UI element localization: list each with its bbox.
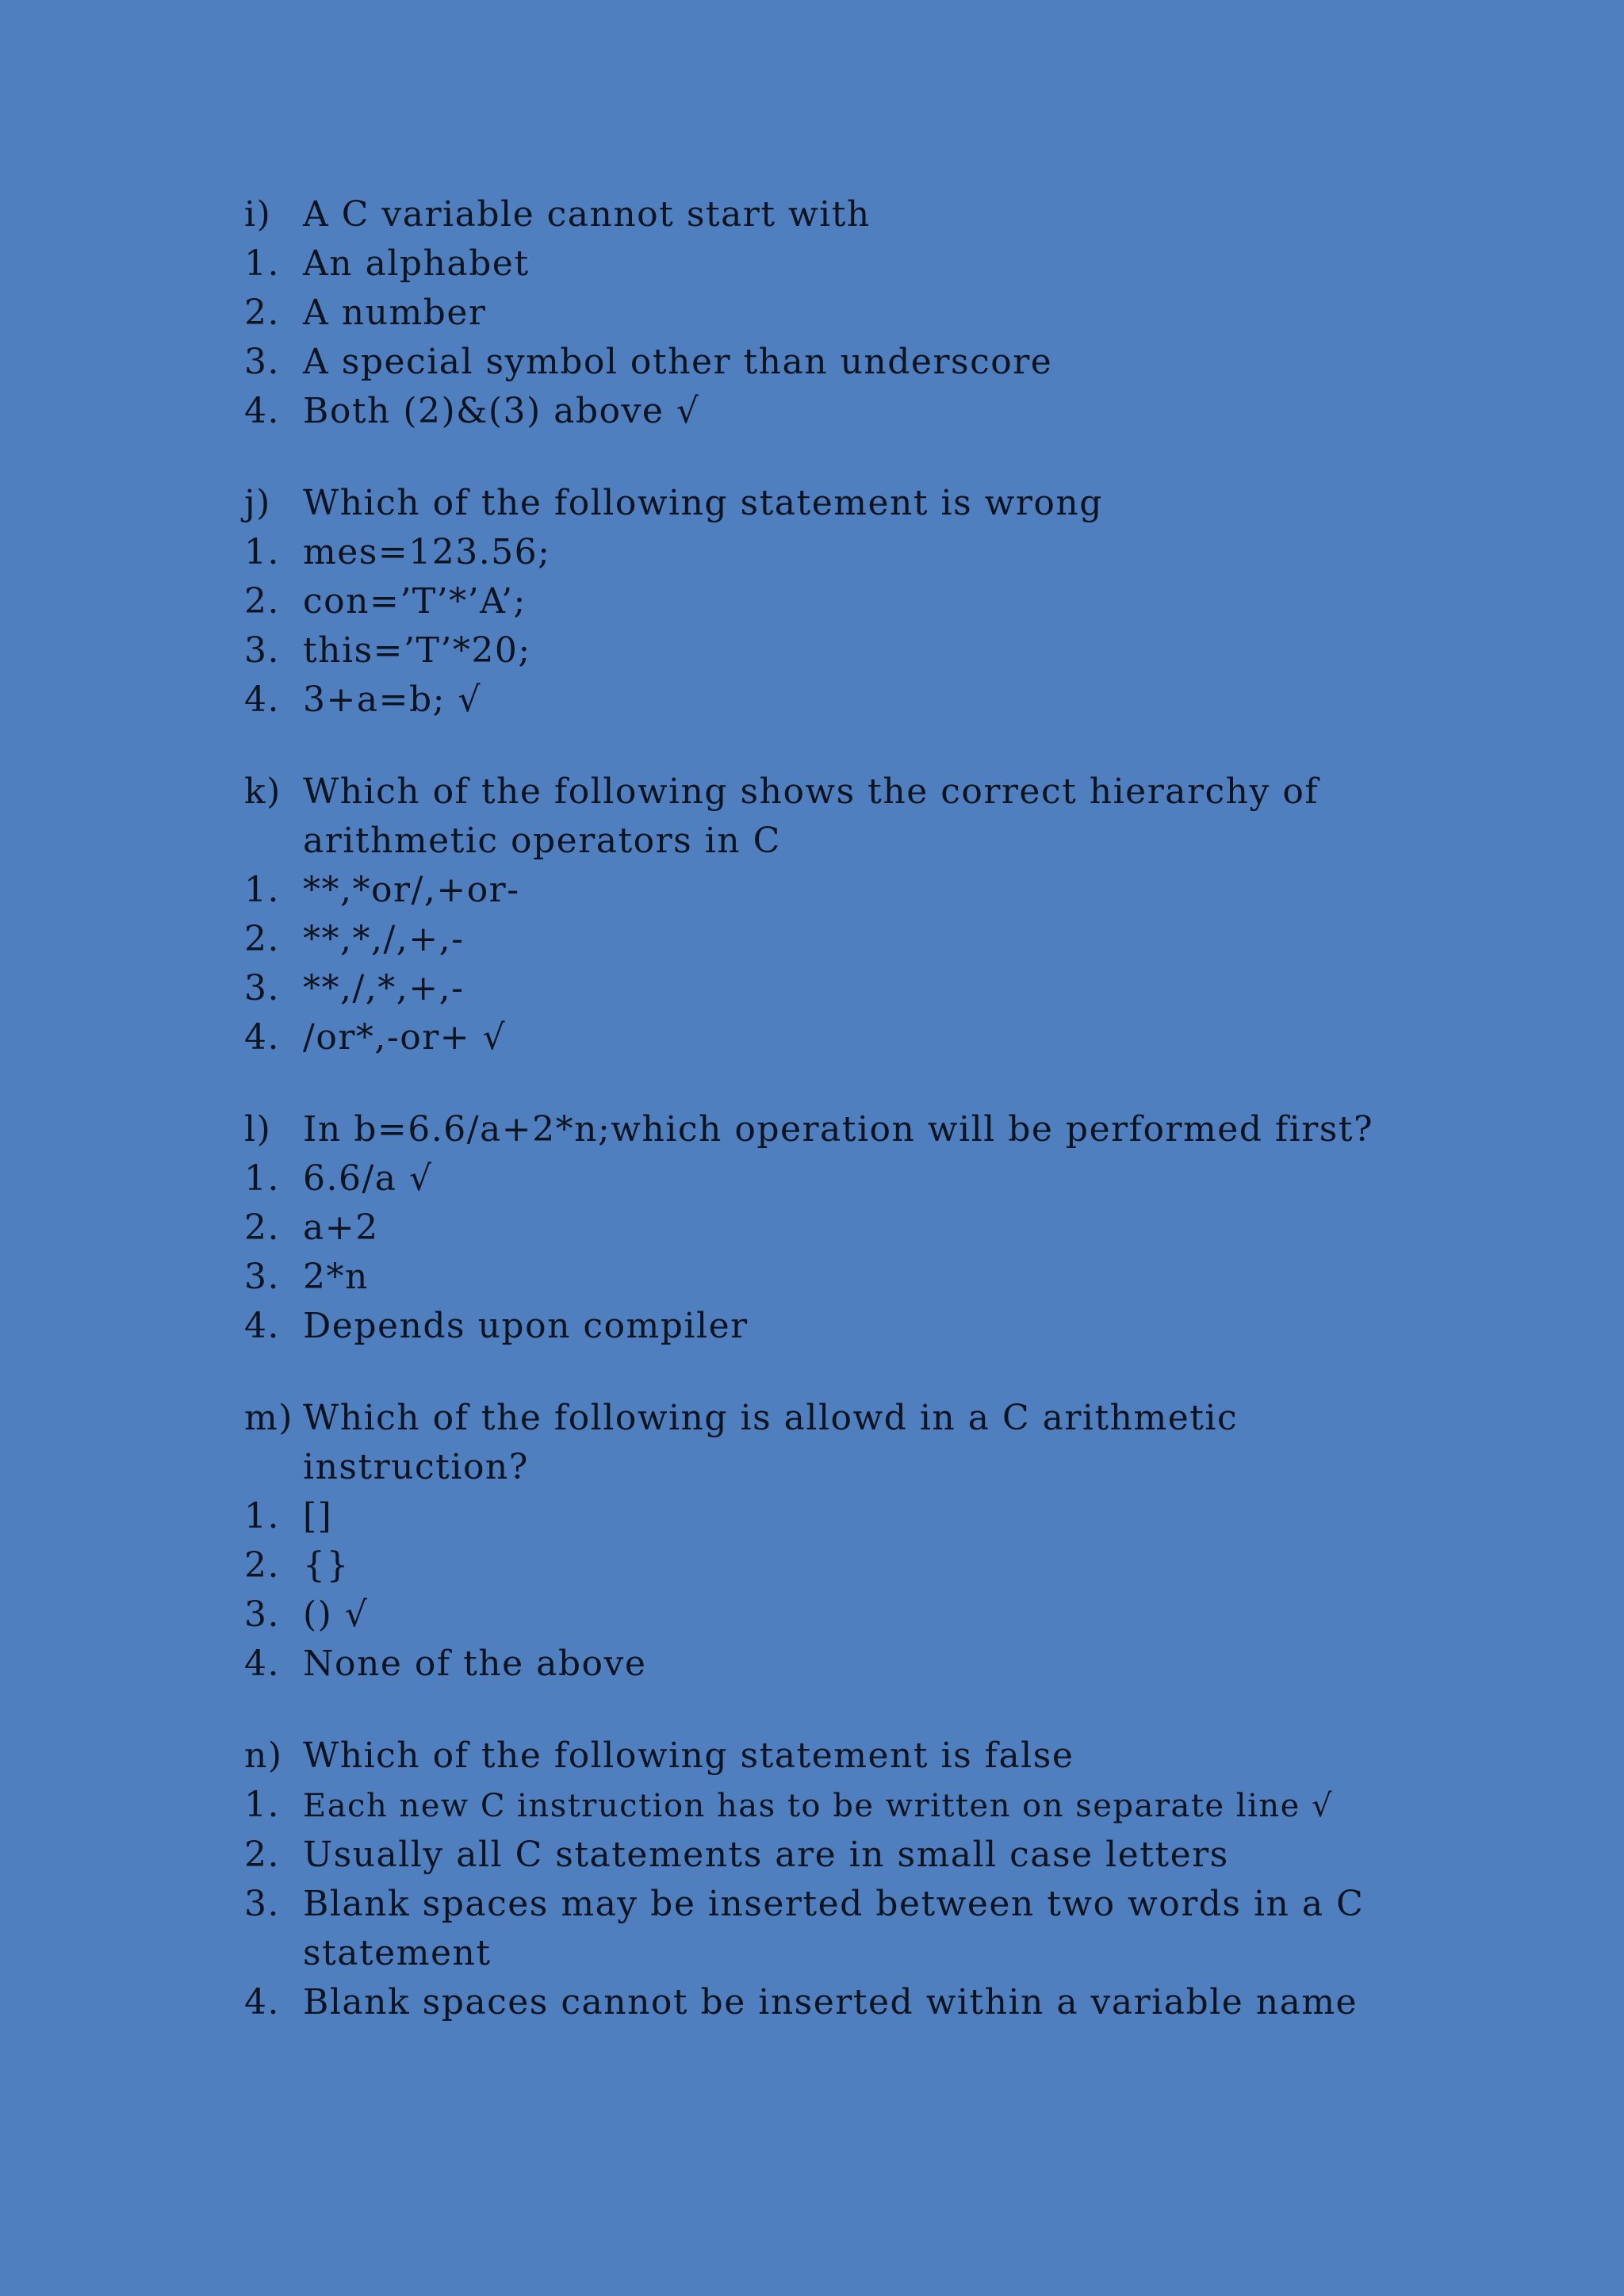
option-text: [] <box>303 1496 333 1536</box>
answer-option <box>244 866 1386 915</box>
question-line <box>244 767 1386 866</box>
option-number: 4. <box>244 1017 280 1058</box>
option-text: this=’T’*20; <box>303 630 531 671</box>
answer-option <box>244 528 1386 577</box>
answer-option <box>244 1302 1386 1351</box>
answer-option <box>244 1492 1386 1541</box>
option-text: Both (2)&(3) above √ <box>303 391 700 431</box>
answer-option <box>244 1203 1386 1253</box>
option-number: 3. <box>244 1594 280 1635</box>
option-text: /or*,-or+ √ <box>303 1017 507 1058</box>
option-text: con=’T’*’A’; <box>303 581 527 622</box>
option-text: () √ <box>303 1594 369 1635</box>
answer-option <box>244 1013 1386 1062</box>
option-number: 2. <box>244 1545 280 1586</box>
option-text: {} <box>303 1545 350 1586</box>
option-number: 1. <box>244 532 280 572</box>
option-number: 2. <box>244 581 280 622</box>
question-m <box>244 1394 1386 1689</box>
option-text: None of the above <box>303 1644 647 1684</box>
question-l <box>244 1105 1386 1351</box>
option-text: Usually all C statements are in small case letters <box>303 1835 1229 1875</box>
question-text: Which of the following statement is false <box>303 1735 1074 1776</box>
question-marker: j) <box>244 483 271 523</box>
answer-option <box>244 577 1386 626</box>
option-number: 1. <box>244 243 280 284</box>
question-marker: k) <box>244 771 282 812</box>
option-number: 2. <box>244 1835 280 1875</box>
question-k <box>244 767 1386 1062</box>
question-i <box>244 190 1386 436</box>
question-line <box>244 190 1386 239</box>
option-number: 2. <box>244 1207 280 1248</box>
option-number: 4. <box>244 1982 280 2022</box>
option-text: **,*,/,+,- <box>303 919 465 959</box>
question-text: Which of the following is allowd in a C arithmetic instruction? <box>303 1398 1251 1487</box>
answer-option <box>244 1541 1386 1590</box>
answer-option <box>244 289 1386 338</box>
option-text: A special symbol other than underscore <box>303 342 1053 382</box>
option-number: 2. <box>244 919 280 959</box>
question-text: Which of the following shows the correct hierarchy of arithmetic operators in C <box>303 771 1331 861</box>
answer-option <box>244 626 1386 675</box>
option-number: 4. <box>244 1644 280 1684</box>
question-marker: l) <box>244 1109 272 1150</box>
option-text: mes=123.56; <box>303 532 551 572</box>
option-number: 1. <box>244 1496 280 1536</box>
answer-option <box>244 1880 1386 1978</box>
question-text: A C variable cannot start with <box>303 194 871 235</box>
option-text: Depends upon compiler <box>303 1306 749 1346</box>
option-number: 4. <box>244 391 280 431</box>
question-line <box>244 479 1386 528</box>
option-number: 1. <box>244 870 280 910</box>
option-text: A number <box>303 293 487 333</box>
answer-option <box>244 387 1386 436</box>
question-line <box>244 1394 1386 1492</box>
question-marker: m) <box>244 1398 293 1438</box>
answer-option <box>244 915 1386 964</box>
option-number: 4. <box>244 1306 280 1346</box>
answer-option <box>244 1640 1386 1689</box>
question-j <box>244 479 1386 725</box>
option-text: 2*n <box>303 1257 369 1297</box>
option-number: 2. <box>244 293 280 333</box>
option-text: Each new C instruction has to be written on separate line √ <box>303 1788 1334 1824</box>
answer-option <box>244 1253 1386 1302</box>
option-number: 3. <box>244 1257 280 1297</box>
answer-option <box>244 1590 1386 1640</box>
answer-option <box>244 1978 1386 2027</box>
option-text: An alphabet <box>303 243 530 284</box>
option-text: Blank spaces cannot be inserted within a variable name <box>303 1982 1358 2022</box>
question-line <box>244 1105 1386 1154</box>
option-text: Blank spaces may be inserted between two words in a C statement <box>303 1884 1377 1973</box>
option-number: 3. <box>244 1884 280 1924</box>
answer-option <box>244 1831 1386 1880</box>
question-line <box>244 1732 1386 1781</box>
option-number: 4. <box>244 679 280 720</box>
option-text: **,*or/,+or- <box>303 870 520 910</box>
answer-option <box>244 239 1386 289</box>
question-marker: i) <box>244 194 272 235</box>
option-text: 6.6/a √ <box>303 1158 433 1199</box>
option-number: 1. <box>244 1785 280 1825</box>
question-n <box>244 1732 1386 2027</box>
option-number: 3. <box>244 342 280 382</box>
option-text: 3+a=b; √ <box>303 679 481 720</box>
question-marker: n) <box>244 1735 283 1776</box>
answer-option <box>244 1154 1386 1203</box>
answer-option <box>244 675 1386 725</box>
question-list <box>244 190 1386 2070</box>
option-text: a+2 <box>303 1207 379 1248</box>
option-number: 3. <box>244 630 280 671</box>
answer-option <box>244 1781 1386 1831</box>
question-text: In b=6.6/a+2*n;which operation will be performed first? <box>303 1109 1374 1150</box>
answer-option <box>244 338 1386 387</box>
option-text: **,/,*,+,- <box>303 968 465 1008</box>
answer-option <box>244 964 1386 1013</box>
option-number: 1. <box>244 1158 280 1199</box>
option-number: 3. <box>244 968 280 1008</box>
question-text: Which of the following statement is wrong <box>303 483 1103 523</box>
